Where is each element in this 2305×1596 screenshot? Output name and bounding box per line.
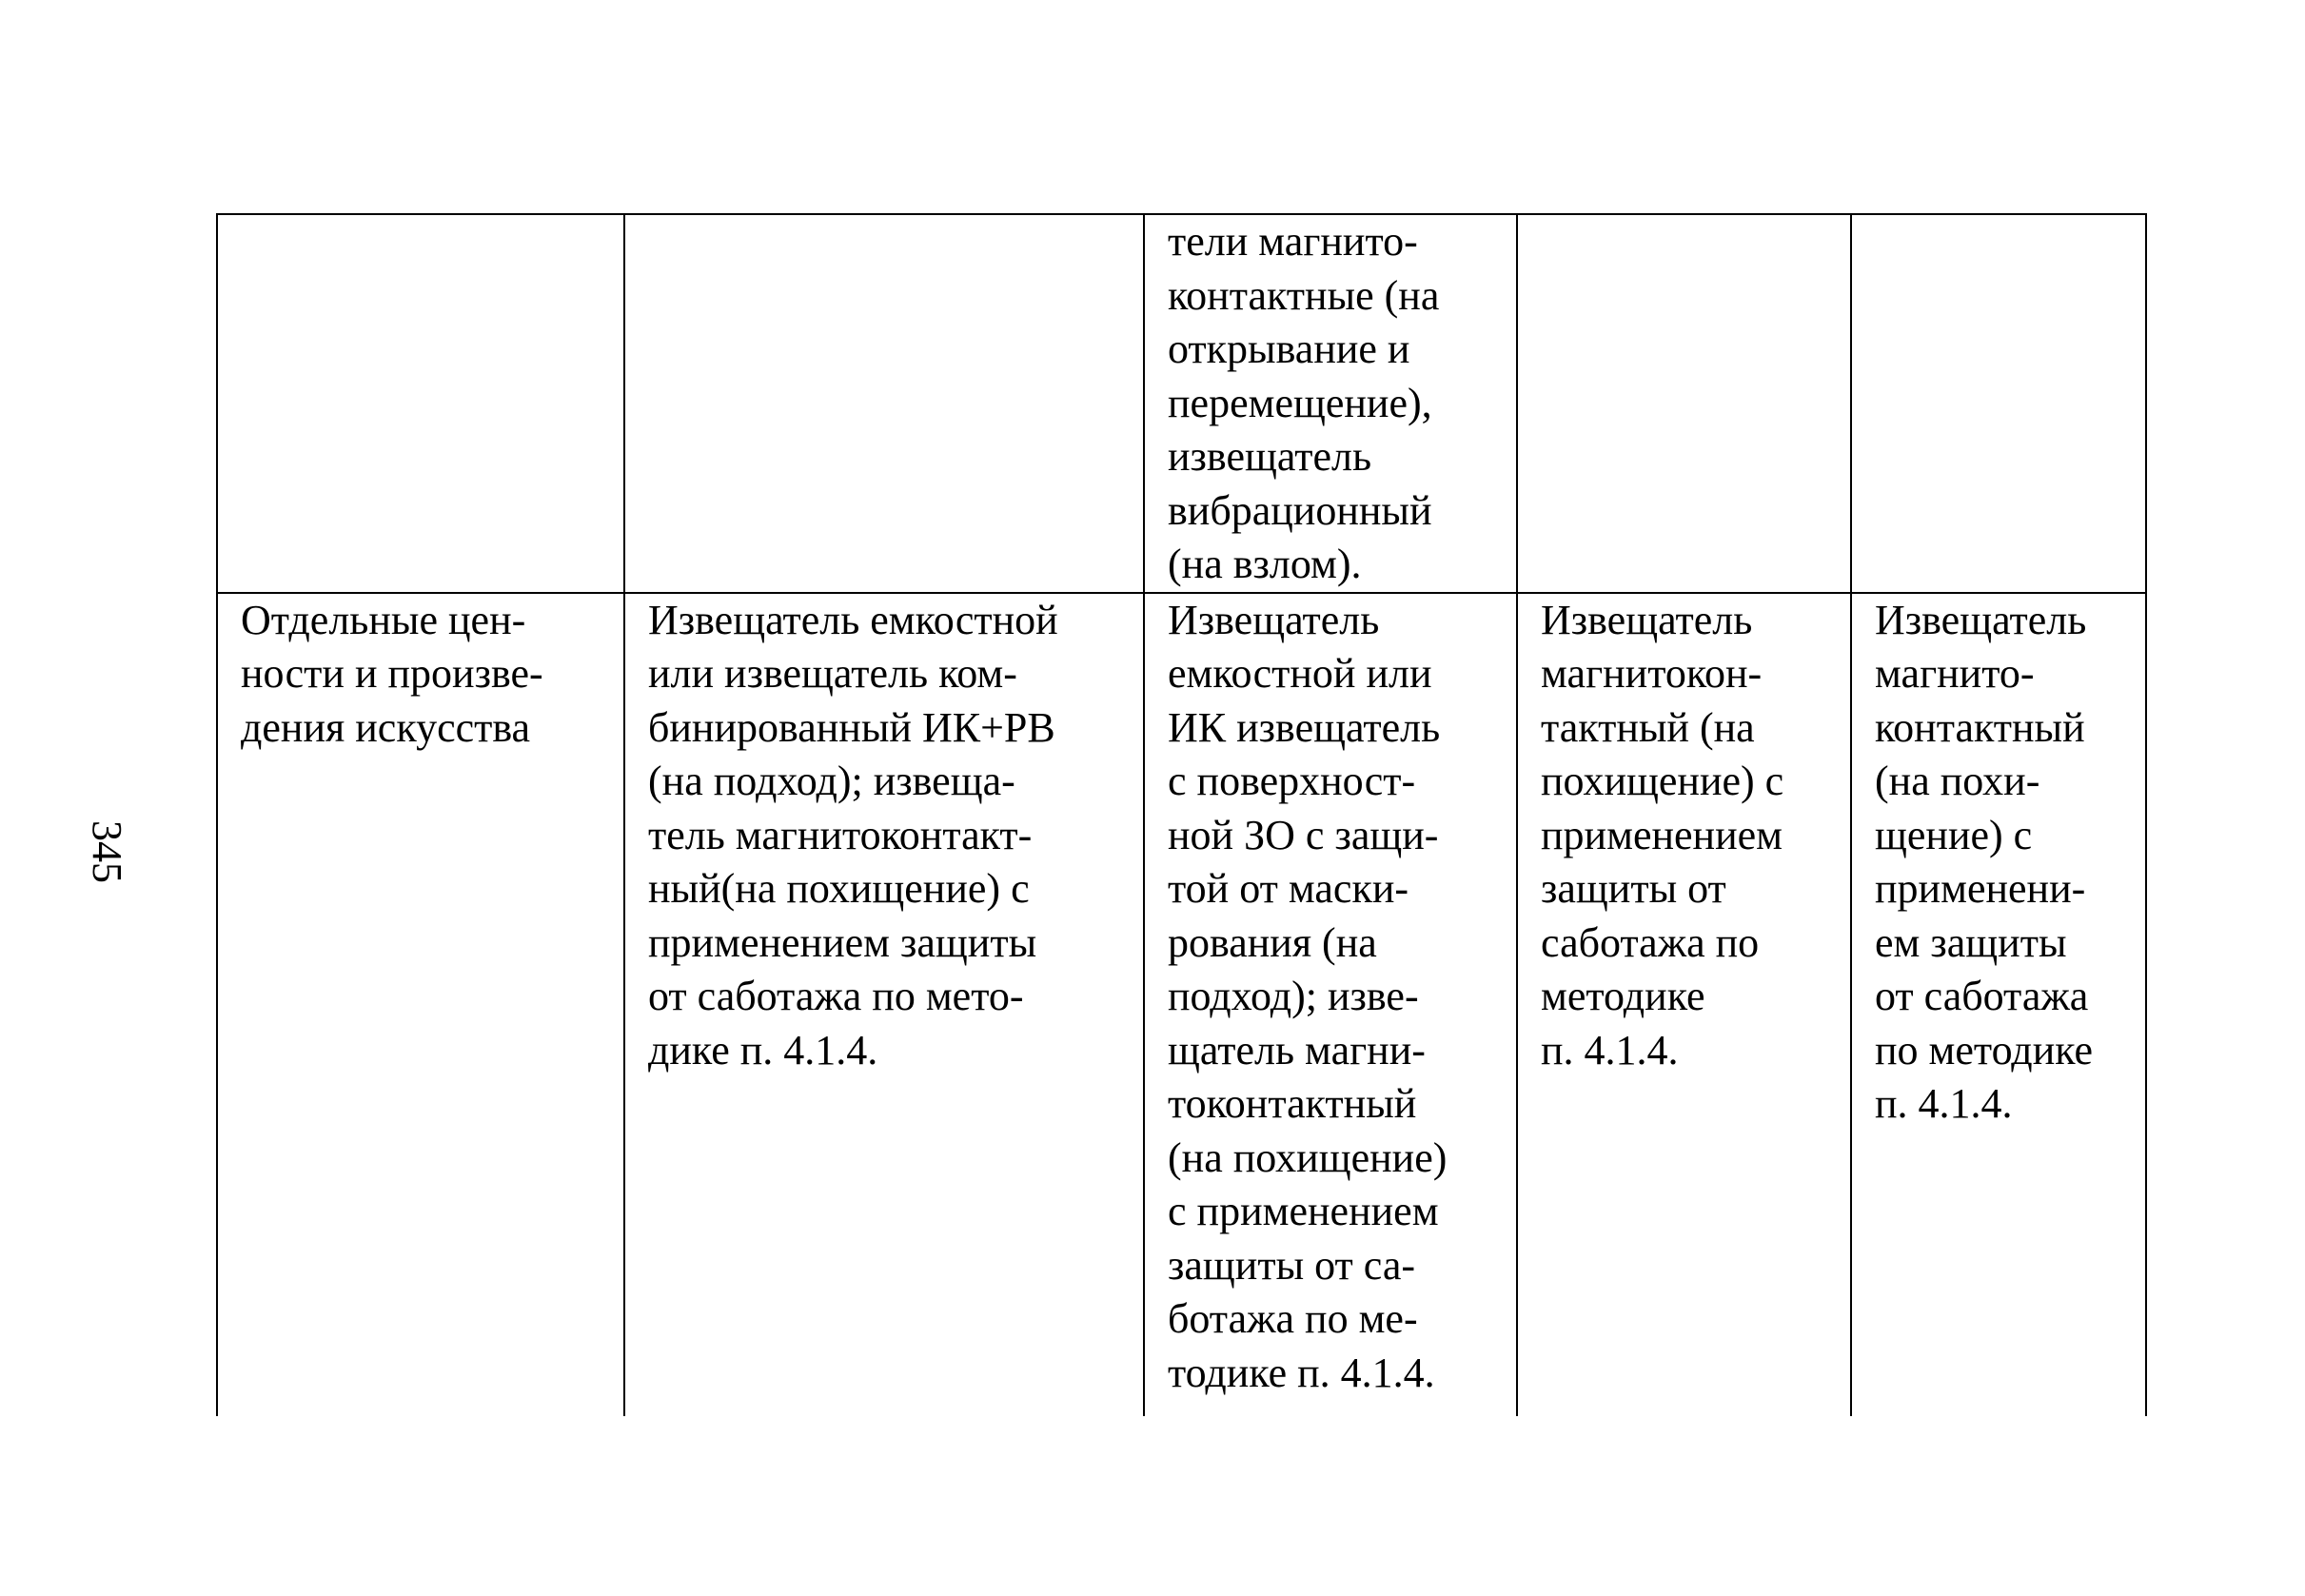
category-text: Отдельные цен- ности и произве- дения искусства — [241, 596, 543, 751]
table-cell — [1517, 214, 1851, 593]
cell-text: Извещатель магнито- контактный (на похи- щение) с применени- ем защиты от саботажа по методике п. 4.1.4. — [1875, 596, 2094, 1127]
cell-text: Извещатель магнитокон- тактный (на похищение) с применением защиты от саботажа по методике п. 4.1.4. — [1541, 596, 1784, 1074]
cell-text: Извещатель емкостной или извещатель ком- бинированный ИК+РВ (на подход); извеща- тель магнитоконтакт- ный(на похищение) с применением защиты от саботажа по мето- дике п. 4.1.4. — [648, 596, 1058, 1074]
requirements-table — [216, 213, 2147, 1416]
table-row — [217, 214, 2146, 593]
table-cell — [1517, 593, 1851, 1416]
table-cell — [1851, 214, 2146, 593]
table-row — [217, 593, 2146, 1416]
table-cell — [1851, 593, 2146, 1416]
table-cell — [1144, 214, 1517, 593]
cell-text: Извещатель емкостной или ИК извещатель с поверхност- ной ЗО с защи- той от маски- рования (на подход); изве- щатель магни- токонтактный (на похищение) с применением защиты от са- ботажа по ме- тодике п. 4.1.4. — [1168, 596, 1448, 1396]
table-cell-category — [217, 593, 624, 1416]
table-cell — [624, 214, 1144, 593]
table-cell — [217, 214, 624, 593]
table-cell — [624, 593, 1144, 1416]
cell-text: тели магнито- контактные (на открывание и перемещение), извещатель вибрационный (на взлом). — [1168, 218, 1440, 587]
page-number: 345 — [84, 820, 130, 883]
table-cell — [1144, 593, 1517, 1416]
